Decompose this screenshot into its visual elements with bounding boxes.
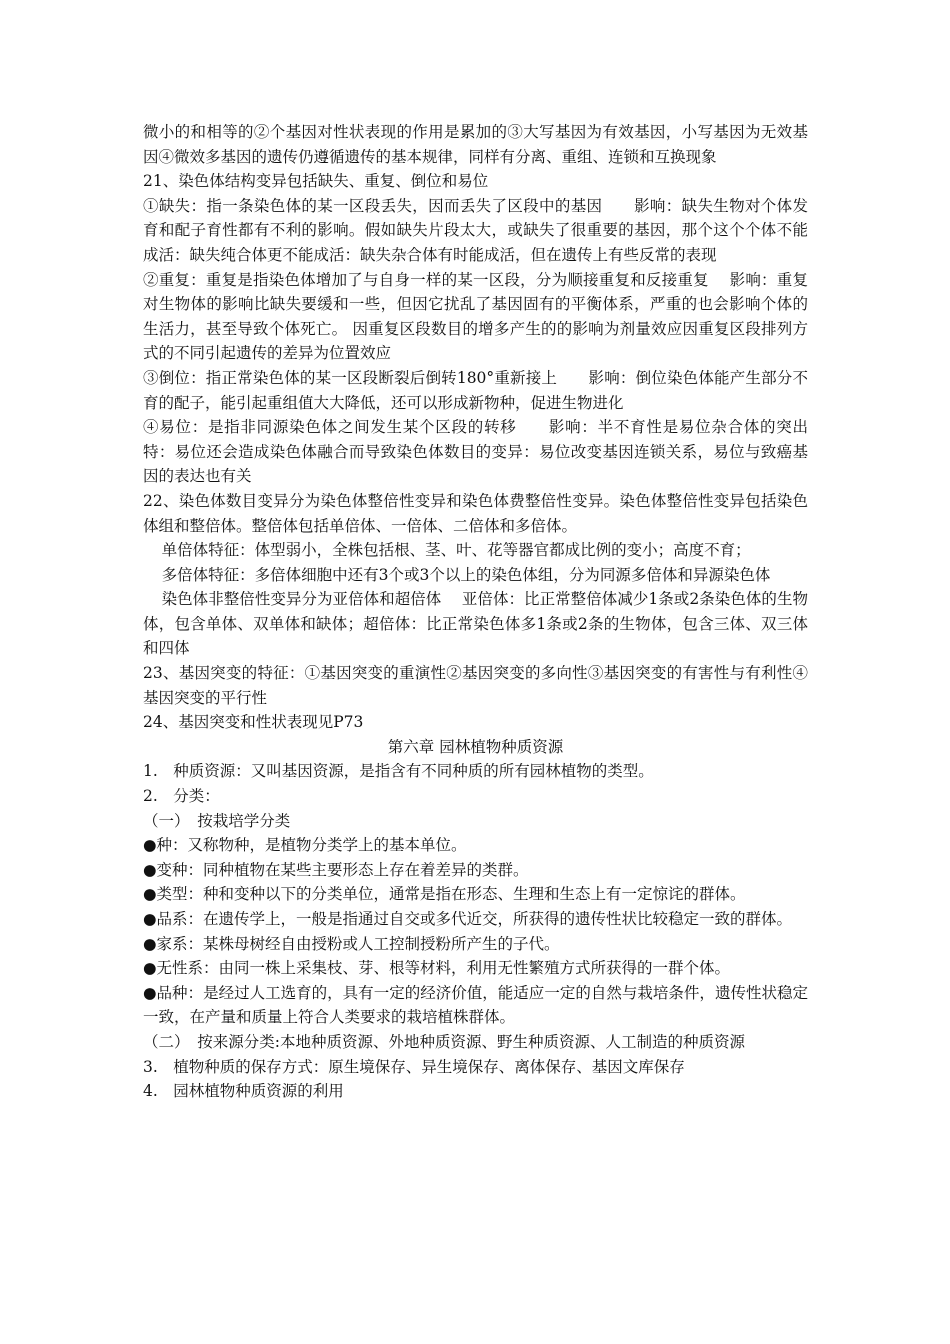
paragraph-24-mutation: 24、基因突变和性状表现见P73: [143, 713, 364, 732]
paragraph-23-mutation: 23、基因突变的特征：①基因突变的重演性②基因突变的多向性③基因突变的有害性与有利性④基因突变的平行性: [143, 664, 808, 707]
list-item-type: ●类型：种和变种以下的分类单位，通常是指在形态、生理和生态上有一定惊诧的群体。: [143, 885, 746, 904]
paragraph-aneuploid: 染色体非整倍性变异分为亚倍体和超倍体 亚倍体：比正常整倍体减少1条或2条染色体的生物体，包含单体、双单体和缺体；超倍体：比正常染色体多1条或2条的生物体，包含三体、双三体和四体: [143, 590, 808, 658]
paragraph-deletion: ①缺失：指一条染色体的某一区段丢失，因而丢失了区段中的基因 影响：缺失生物对个体发育和配子育性都有不利的影响。假如缺失片段太大，或缺失了很重要的基因，那个这个个体不能成活：缺失纯合体更不能成活：缺失杂合体有时能成活，但在遗传上有些反常的表现: [143, 196, 808, 264]
list-item-variety: ●变种：同种植物在某些主要形态上存在着差异的类群。: [143, 860, 529, 879]
paragraph-inversion: ③倒位：指正常染色体的某一区段断裂后倒转180°重新接上 影响：倒位染色体能产生部分不育的配子，能引起重组值大大降低，还可以形成新物种，促进生物进化: [143, 368, 808, 412]
paragraph-22-heading: 22、染色体数目变异分为染色体整倍性变异和染色体费整倍性变异。染色体整倍性变异包括染色体组和整倍体。整倍体包括单倍体、一倍体、二倍体和多倍体。: [143, 491, 808, 535]
list-item-strain: ●品系：在遗传学上，一般是指通过自交或多代近交，所获得的遗传性状比较稳定一致的群体。: [143, 910, 793, 928]
paragraph-by-cultivation: （一） 按栽培学分类: [143, 811, 291, 830]
paragraph-classification: 2. 分类：: [143, 787, 220, 806]
list-item-family: ●家系：某株母树经自由授粉或人工控制授粉所产生的子代。: [143, 934, 560, 953]
list-item-clone: ●无性系：由同一株上采集枝、芽、根等材料，利用无性繁殖方式所获得的一群个体。: [143, 959, 731, 978]
chapter-title: 第六章 园林植物种质资源: [387, 737, 564, 756]
paragraph-utilization: 4. 园林植物种质资源的利用: [143, 1082, 344, 1101]
paragraph-preservation: 3. 植物种质的保存方式：原生境保存、异生境保存、离体保存、基因文库保存: [143, 1057, 685, 1076]
list-item-cultivar: ●品种：是经过人工选育的，具有一定的经济价值，能适应一定的自然与栽培条件，遗传性状稳定一致，在产量和质量上符合人类要求的栽培植株群体。: [143, 983, 808, 1027]
paragraph-polygene-features: 微小的和相等的②个基因对性状表现的作用是累加的③大写基因为有效基因，小写基因为无效基因④微效多基因的遗传仍遵循遗传的基本规律，同样有分离、重组、连锁和互换现象: [143, 123, 808, 166]
paragraph-haploid: 单倍体特征：体型弱小，全株包括根、茎、叶、花等器官都成比例的变小；高度不育；: [161, 541, 751, 560]
paragraph-translocation: ④易位：是指非同源染色体之间发生某个区段的转移 影响：半不育性是易位杂合体的突出特：易位还会造成染色体融合而导致染色体数目的变异：易位改变基因连锁关系，易位与致癌基因的表达也有关: [143, 418, 808, 486]
paragraph-germplasm-def: 1. 种质资源：又叫基因资源，是指含有不同种质的所有园林植物的类型。: [143, 762, 654, 781]
paragraph-polyploid: 多倍体特征：多倍体细胞中还有3个或3个以上的染色体组，分为同源多倍体和异源染色体: [161, 565, 771, 584]
document-page: [143, 120, 808, 1104]
paragraph-duplication: ②重复：重复是指染色体增加了与自身一样的某一区段，分为顺接重复和反接重复 影响：重复对生物体的影响比缺失要缓和一些，但因它扰乱了基因固有的平衡体系，严重的也会影响个体的生活力，甚至导致个体死亡。 因重复区段数目的增多产生的的影响为剂量效应因重复区段排列方式的不同引起遗传的差异为位置效应: [143, 270, 808, 363]
paragraph-by-source: （二） 按来源分类:本地种质资源、外地种质资源、野生种质资源、人工制造的种质资源: [143, 1032, 745, 1051]
paragraph-21-heading: 21、染色体结构变异包括缺失、重复、倒位和易位: [143, 172, 489, 191]
list-item-species: ●种：又称物种，是植物分类学上的基本单位。: [143, 836, 467, 855]
